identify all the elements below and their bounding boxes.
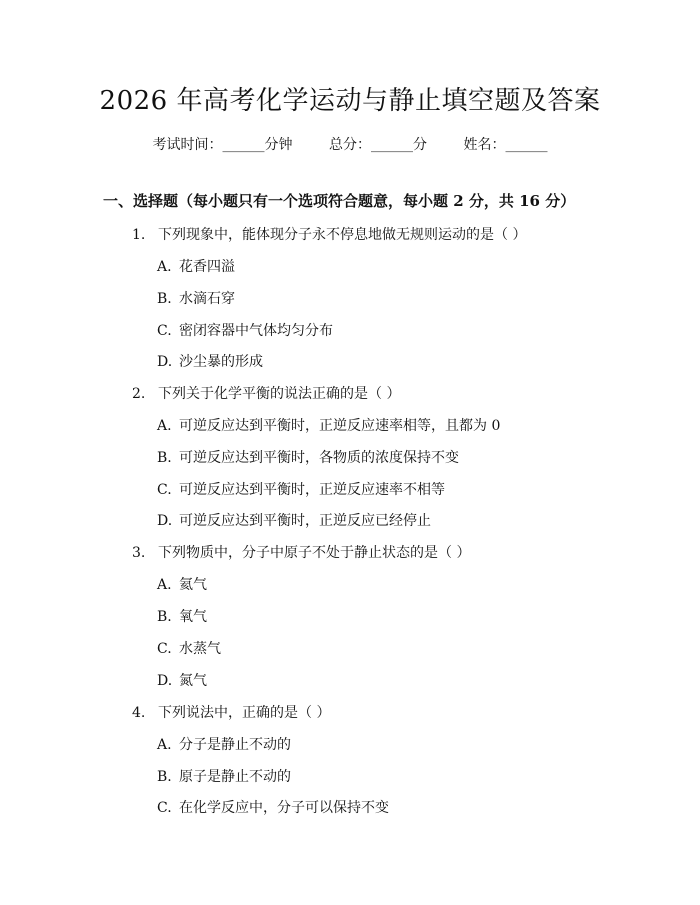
question-4 xyxy=(132,702,330,722)
option-text: 水蒸气 xyxy=(179,641,221,657)
option-letter: A. xyxy=(157,737,172,753)
option-text: 原子是静止不动的 xyxy=(179,769,291,785)
option-letter: B. xyxy=(157,769,172,785)
option-text: 可逆反应达到平衡时，正逆反应速率不相等 xyxy=(179,482,445,498)
option-text: 在化学反应中，分子可以保持不变 xyxy=(179,800,389,816)
option-letter: A. xyxy=(157,418,172,434)
question-3-option-d xyxy=(157,670,207,690)
option-text: 密闭容器中气体均匀分布 xyxy=(179,323,333,339)
option-text: 可逆反应达到平衡时，各物质的浓度保持不变 xyxy=(179,450,459,466)
option-letter: A. xyxy=(157,259,172,275)
question-1-option-b xyxy=(157,288,235,308)
question-number: 2. xyxy=(132,386,146,402)
question-number: 4. xyxy=(132,705,146,721)
question-2 xyxy=(132,383,400,403)
option-letter: B. xyxy=(157,609,172,625)
option-letter: C. xyxy=(157,323,172,339)
option-letter: C. xyxy=(157,641,172,657)
question-3 xyxy=(132,542,470,562)
question-2-option-d xyxy=(157,510,431,530)
question-3-option-c xyxy=(157,638,221,658)
question-text: 下列物质中，分子中原子不处于静止状态的是（ ） xyxy=(158,545,471,561)
question-text: 下列现象中，能体现分子永不停息地做无规则运动的是（ ） xyxy=(158,227,527,243)
exam-time-field: 考试时间：______分钟 xyxy=(152,137,293,153)
option-letter: B. xyxy=(157,450,172,466)
option-letter: A. xyxy=(157,577,172,593)
option-text: 可逆反应达到平衡时，正逆反应速率相等，且都为 0 xyxy=(179,418,501,434)
section-heading: 一、选择题（每小题只有一个选项符合题意，每小题 2 分，共 16 分） xyxy=(103,192,576,210)
option-text: 花香四溢 xyxy=(179,259,235,275)
question-1-option-a xyxy=(157,256,235,276)
option-letter: B. xyxy=(157,291,172,307)
student-name-field: 姓名：______ xyxy=(463,137,548,153)
question-2-option-b xyxy=(157,447,459,467)
question-3-option-a xyxy=(157,574,207,594)
question-1-option-d xyxy=(157,351,263,371)
question-number: 3. xyxy=(132,545,146,561)
question-4-option-b xyxy=(157,766,291,786)
page-title: 2026 年高考化学运动与静止填空题及答案 xyxy=(99,86,601,116)
option-text: 分子是静止不动的 xyxy=(179,737,291,753)
option-text: 氦气 xyxy=(179,577,207,593)
question-text: 下列关于化学平衡的说法正确的是（ ） xyxy=(158,386,401,402)
question-2-option-a xyxy=(157,415,500,435)
option-text: 沙尘暴的形成 xyxy=(179,354,263,370)
total-score-field: 总分：______分 xyxy=(329,137,427,153)
question-text: 下列说法中，正确的是（ ） xyxy=(158,705,331,721)
option-text: 氮气 xyxy=(179,673,207,689)
question-4-option-a xyxy=(157,734,291,754)
option-letter: C. xyxy=(157,800,172,816)
option-text: 氧气 xyxy=(179,609,207,625)
question-3-option-b xyxy=(157,606,207,626)
option-text: 水滴石穿 xyxy=(179,291,235,307)
option-letter: C. xyxy=(157,482,172,498)
option-text: 可逆反应达到平衡时，正逆反应已经停止 xyxy=(179,513,431,529)
option-letter: D. xyxy=(157,354,173,370)
question-number: 1. xyxy=(132,227,146,243)
exam-meta xyxy=(0,134,700,154)
option-letter: D. xyxy=(157,513,173,529)
option-letter: D. xyxy=(157,673,173,689)
question-2-option-c xyxy=(157,479,445,499)
question-4-option-c xyxy=(157,797,389,817)
question-1-option-c xyxy=(157,320,333,340)
question-1 xyxy=(132,224,526,244)
